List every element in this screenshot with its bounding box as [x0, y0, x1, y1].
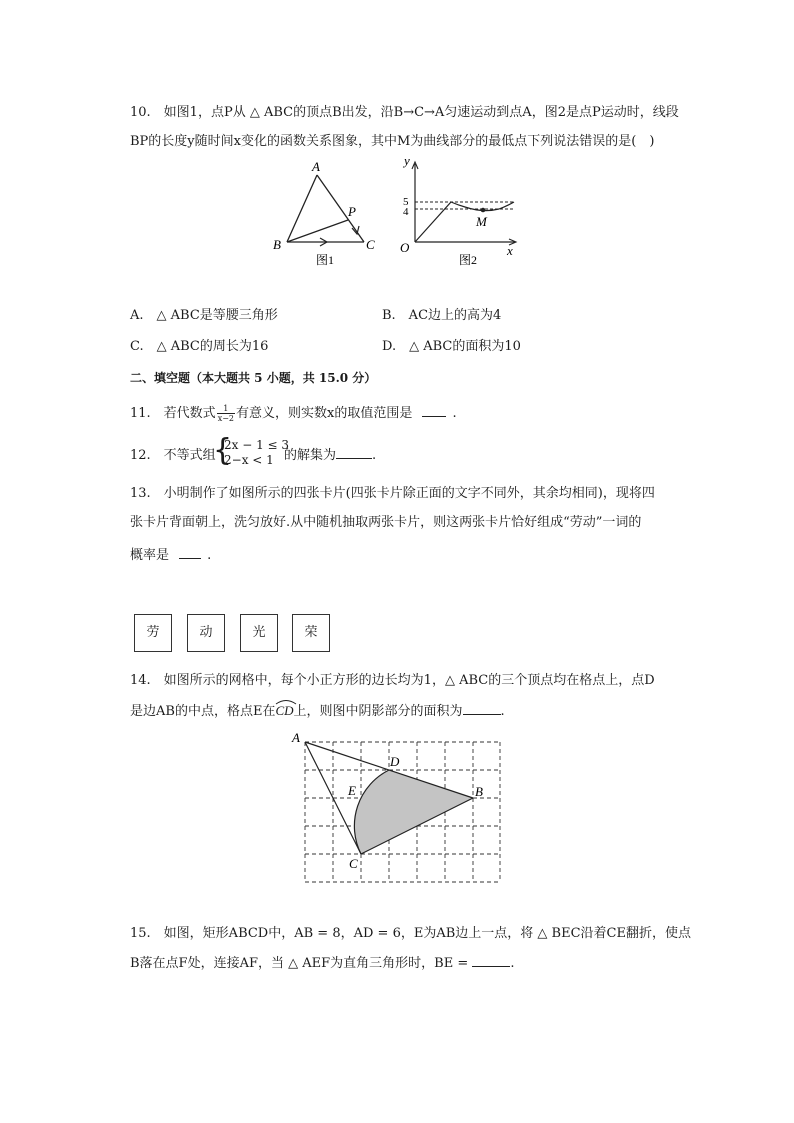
q12-row1: 2x − 1 ≤ 3 [224, 438, 290, 452]
q14-line2-prefix: 是边AB的中点，格点E在 [130, 704, 276, 719]
figure-2 [395, 156, 525, 270]
q14-label-e: E [348, 783, 356, 798]
q10-line1: 10. 如图1，点P从 △ ABC的顶点B出发，沿B→C→A匀速运动到点A，图2是点P运动时，线段 [130, 105, 679, 120]
q14-arc-mark [275, 699, 297, 705]
q13-line3-prefix: 概率是 [130, 548, 170, 563]
q10-option-a: A. △ ABC是等腰三角形 [130, 308, 278, 323]
q15-line2-end: . [510, 956, 515, 971]
q11-fraction [217, 404, 235, 423]
q13-line1: 13. 小明制作了如图所示的四张卡片(四张卡片除正面的文字不同外，其余均相同)，现将四 [130, 486, 655, 501]
card-rong: 荣 [292, 614, 330, 652]
q13-line3-end: . [207, 548, 212, 563]
card-dong: 动 [187, 614, 225, 652]
card-lao: 劳 [134, 614, 172, 652]
q10-option-b: B. AC边上的高为4 [382, 308, 502, 323]
q14-arc-cd [275, 702, 293, 720]
fig2-curve [415, 202, 514, 242]
fig2-tick-5: 5 [403, 196, 409, 208]
q11-suffix: 有意义，则实数x的取值范围是 [236, 406, 413, 421]
q14-line2 [130, 702, 505, 721]
fig2-tick-4: 4 [403, 206, 409, 218]
fig1-label-a: A [312, 159, 320, 174]
q10-option-c: C. △ ABC的周长为16 [130, 339, 269, 354]
q14-line1: 14. 如图所示的网格中，每个小正方形的边长均为1，△ ABC的三个顶点均在格点上，点D [130, 673, 655, 688]
q14-line2-end: . [500, 704, 505, 719]
q12-tail [284, 447, 376, 465]
fig1-caption: 图1 [316, 253, 335, 267]
q13-line2: 张卡片背面朝上，洗匀放好.从中随机抽取两张卡片，则这两张卡片恰好组成“劳动”一词的 [130, 515, 642, 530]
q14-label-a: A [292, 730, 300, 745]
q14-grid-figure [285, 728, 510, 888]
q15-line2 [130, 955, 515, 973]
q11-frac-den: x−2 [217, 414, 234, 423]
fig1-side-ba [287, 175, 317, 242]
fig2-label-x: x [507, 243, 513, 258]
q14-answer-blank[interactable] [463, 714, 501, 715]
figure-1 [260, 158, 390, 270]
q12-brace: { [213, 433, 233, 468]
fig2-label-o: O [400, 240, 410, 255]
q12-prefix: 12. 不等式组 [130, 448, 216, 463]
fig1-segment-bp [287, 220, 348, 242]
q14-arc-label: CD [275, 703, 294, 718]
q13-line3 [130, 547, 211, 565]
q13-answer-blank[interactable] [179, 558, 201, 559]
q12-row2: 2−x < 1 [224, 453, 274, 467]
q12-answer-blank[interactable] [336, 458, 372, 459]
q10-option-d: D. △ ABC的面积为10 [382, 339, 521, 354]
fig2-point-m [481, 208, 486, 213]
q11-frac-num: 1 [217, 404, 235, 414]
fig1-label-b: B [273, 237, 281, 252]
fig1-label-c: C [366, 237, 375, 252]
q14-label-c: C [349, 856, 358, 871]
q12-end: . [372, 448, 377, 463]
q11 [130, 404, 457, 423]
fig2-label-y: y [404, 156, 410, 168]
q11-answer-blank[interactable] [422, 416, 446, 417]
q11-end: . [452, 406, 457, 421]
q14-label-b: B [475, 784, 483, 799]
q11-prefix: 11. 若代数式 [130, 406, 216, 421]
card-guang: 光 [240, 614, 278, 652]
q14-label-d: D [390, 754, 400, 769]
fig1-label-p: P [348, 204, 356, 219]
q15-line2-prefix: B落在点F处，连接AF，当 △ AEF为直角三角形时，BE = [130, 956, 469, 971]
q12-suffix: 的解集为 [284, 448, 337, 463]
fig2-label-m: M [476, 214, 487, 229]
fig2-caption: 图2 [459, 253, 478, 267]
q10-line2: BP的长度y随时间x变化的函数关系图象，其中M为曲线部分的最低点下列说法错误的是( ) [130, 134, 655, 149]
q14-line2-suffix: 上，则图中阴影部分的面积为 [293, 704, 463, 719]
section-heading: 二、填空题（本大题共 5 小题，共 15.0 分） [130, 371, 377, 385]
q15-answer-blank[interactable] [472, 966, 510, 967]
q15-line1: 15. 如图，矩形ABCD中，AB = 8，AD = 6，E为AB边上一点，将 △ BEC沿着CE翻折，使点 [130, 926, 691, 941]
